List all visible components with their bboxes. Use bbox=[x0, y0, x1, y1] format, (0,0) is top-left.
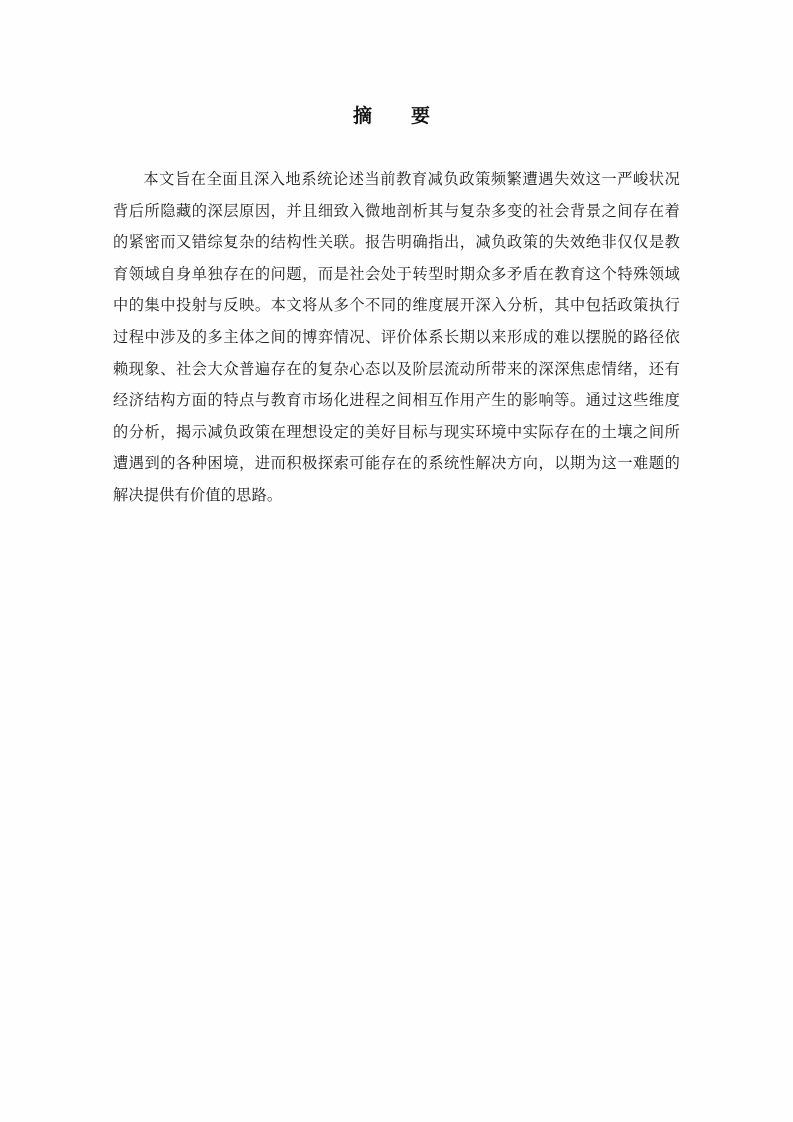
page-title: 摘 要 bbox=[352, 105, 440, 127]
abstract-section bbox=[0, 128, 793, 512]
abstract-paragraph: 本文旨在全面且深入地系统论述当前教育减负政策频繁遭遇失效这一严峻状况背后所隐藏的深层原因，并且细致入微地剖析其与复杂多变的社会背景之间存在着的紧密而又错综复杂的结构性关联。报告明确指出，减负政策的失效绝非仅仅是教育领域自身单独存在的问题，而是社会处于转型时期众多矛盾在教育这个特殊领域中的集中投射与反映。本文将从多个不同的维度展开深入分析，其中包括政策执行过程中涉及的多主体之间的博弈情况、评价体系长期以来形成的难以摆脱的路径依赖现象、社会大众普遍存在的复杂心态以及阶层流动所带来的深深焦虑情绪，还有经济结构方面的特点与教育市场化进程之间相互作用产生的影响等。通过这些维度的分析，揭示减负政策在理想设定的美好目标与现实环境中实际存在的土壤之间所遭遇到的各种困境，进而积极探索可能存在的系统性解决方向，以期为这一难题的解决提供有价值的思路。 bbox=[113, 170, 680, 504]
